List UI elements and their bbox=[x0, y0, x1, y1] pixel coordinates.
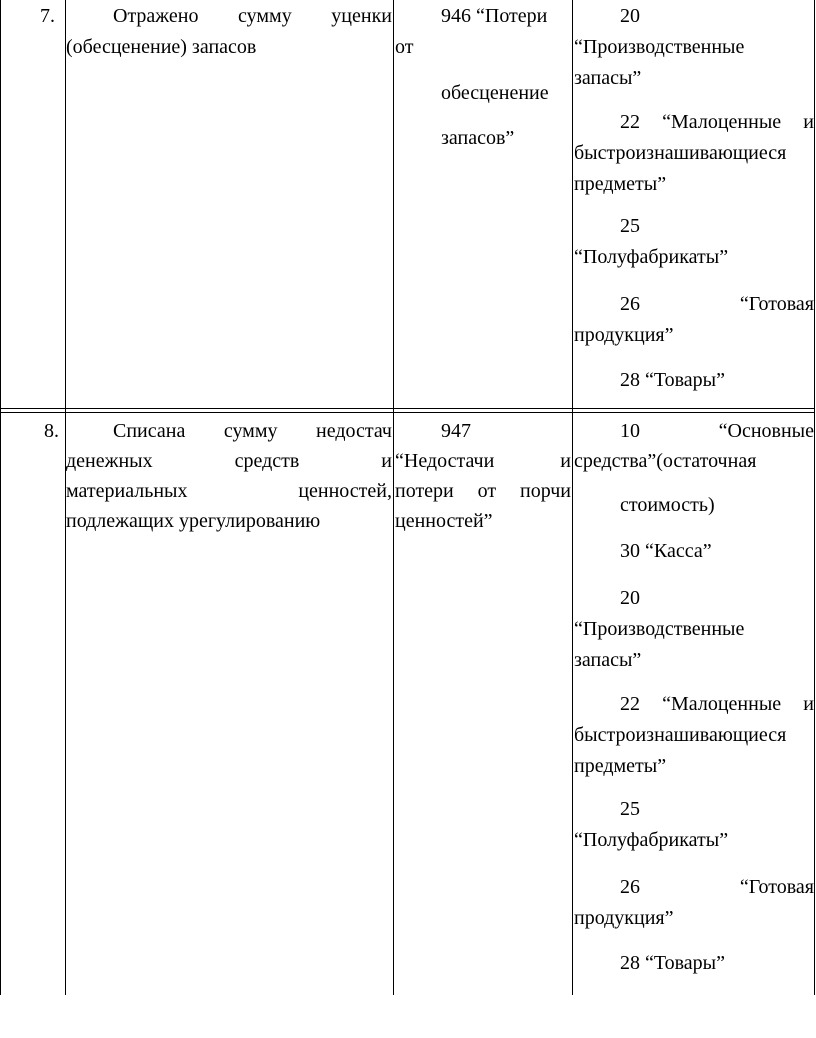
credit-account-line: 26 “Готовая bbox=[620, 293, 814, 315]
credit-account-line: “Полуфабрикаты” bbox=[574, 829, 729, 851]
credit-account-line: 25 bbox=[620, 215, 640, 237]
credit-account-line: 26 “Готовая bbox=[620, 876, 814, 898]
credit-account-line: быстроизнашивающиеся bbox=[574, 724, 787, 746]
description-line: материальных ценностей, bbox=[66, 480, 392, 502]
credit-account-line: предметы” bbox=[574, 173, 667, 195]
debit-account-line: 947 bbox=[441, 420, 471, 442]
credit-account-line: “Полуфабрикаты” bbox=[574, 246, 729, 268]
credit-account-line: продукция” bbox=[574, 324, 674, 346]
description-line: Отражено сумму уценки bbox=[113, 5, 392, 27]
row-separator bbox=[0, 408, 815, 409]
description-line: подлежащих урегулированию bbox=[66, 510, 321, 532]
credit-account-line: запасы” bbox=[574, 67, 642, 89]
credit-account-line: 22 “Малоценные и bbox=[620, 111, 814, 133]
credit-account-line: 28 “Товары” bbox=[620, 369, 725, 391]
credit-account-line: средства”(остаточная bbox=[574, 450, 757, 472]
credit-account-line: продукция” bbox=[574, 907, 674, 929]
credit-account-line: предметы” bbox=[574, 755, 667, 777]
credit-account-line: 20 bbox=[620, 5, 640, 27]
debit-account-line: обесценение bbox=[441, 82, 549, 104]
description-line: денежных средств и bbox=[66, 450, 392, 472]
table-border-right bbox=[814, 0, 815, 995]
credit-account-line: быстроизнашивающиеся bbox=[574, 142, 787, 164]
credit-account-line: 10 “Основные bbox=[620, 420, 814, 442]
credit-account-line: 25 bbox=[620, 798, 640, 820]
credit-account-line: 22 “Малоценные и bbox=[620, 693, 814, 715]
debit-account-line: потери от порчи bbox=[395, 480, 571, 502]
credit-account-line: 30 “Касса” bbox=[620, 540, 712, 562]
row-number: 7. bbox=[40, 5, 55, 27]
description-line: Списана сумму недостач bbox=[113, 420, 392, 442]
row-separator bbox=[0, 412, 815, 413]
row-number: 8. bbox=[44, 420, 59, 442]
credit-account-line: 28 “Товары” bbox=[620, 952, 725, 974]
debit-account-line: 946 “Потери bbox=[441, 5, 548, 27]
debit-account-line: ценностей” bbox=[395, 510, 493, 532]
table-border-col3 bbox=[572, 0, 573, 995]
credit-account-line: “Производственные bbox=[574, 618, 745, 640]
credit-account-line: запасы” bbox=[574, 649, 642, 671]
debit-account-line: запасов” bbox=[441, 127, 515, 149]
credit-account-line: “Производственные bbox=[574, 36, 745, 58]
debit-account-line: от bbox=[395, 36, 414, 58]
table-border-left bbox=[0, 0, 1, 995]
credit-account-line: 20 bbox=[620, 587, 640, 609]
description-line: (обесценение) запасов bbox=[66, 36, 257, 58]
credit-account-line: стоимость) bbox=[620, 494, 715, 516]
table-border-col2 bbox=[393, 0, 394, 995]
debit-account-line: “Недостачи и bbox=[395, 450, 571, 472]
